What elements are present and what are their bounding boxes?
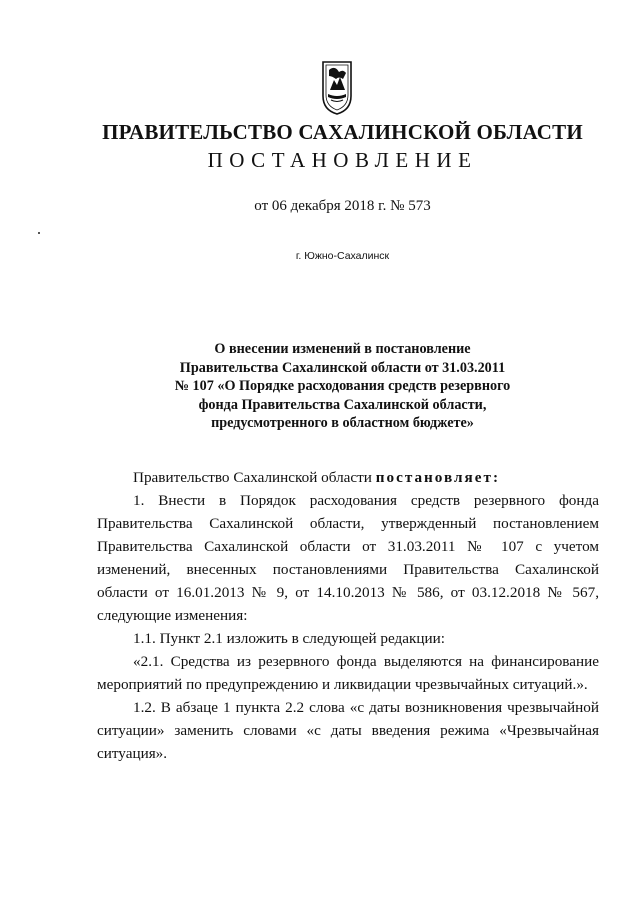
subject-line: Правительства Сахалинской области от 31.03.2011 xyxy=(179,359,506,376)
paragraph-1-2: 1.2. В абзаце 1 пункта 2.2 слова «с даты возникновения чрезвычайной ситуации» заменить словами «с даты введения режима «Чрезвычайная ситуация». xyxy=(97,699,599,762)
subject-line: О внесении изменений в постановление xyxy=(214,341,471,357)
doc-type: ПОСТАНОВЛЕНИЕ xyxy=(207,148,478,172)
org-name: ПРАВИТЕЛЬСТВО САХАЛИНСКОЙ ОБЛАСТИ xyxy=(102,120,583,144)
scan-speck xyxy=(38,232,40,234)
subject-line: № 107 «О Порядке расходования средств резервного xyxy=(174,378,511,394)
date-number-line: от 06 декабря 2018 г. № 573 xyxy=(254,198,431,214)
paragraph-quote: «2.1. Средства из резервного фонда выделяются на финансирование мероприятий по предупреждению и ликвидации чрезвычайных ситуаций.». xyxy=(97,653,599,693)
intro-paragraph xyxy=(97,466,599,489)
subject-line: предусмотренного в областном бюджете» xyxy=(211,415,474,431)
paragraph-1: 1. Внести в Порядок расходования средств резервного фонда Правительства Сахалинской области, утвержденный постановлением Правительства Сахалинской области от 31.03.2011 № 107 с учетом изменений, внесенных постановлениями Правительства Сахалинской области от 16.01.2013 № 9, от 14.10.2013 № 586, от 03.12.2018 № 567, следующие изменения: xyxy=(97,492,599,624)
subject-line: фонда Правительства Сахалинской области, xyxy=(198,396,487,413)
intro-action: постановляет: xyxy=(375,469,501,486)
intro-text: Правительство Сахалинской области xyxy=(133,469,372,486)
document-subject xyxy=(0,340,640,433)
coat-of-arms-emblem xyxy=(317,60,357,116)
document-body xyxy=(97,466,599,765)
city-line: г. Южно-Сахалинск xyxy=(295,250,390,262)
paragraph-1-1: 1.1. Пункт 2.1 изложить в следующей редакции: xyxy=(133,630,446,647)
